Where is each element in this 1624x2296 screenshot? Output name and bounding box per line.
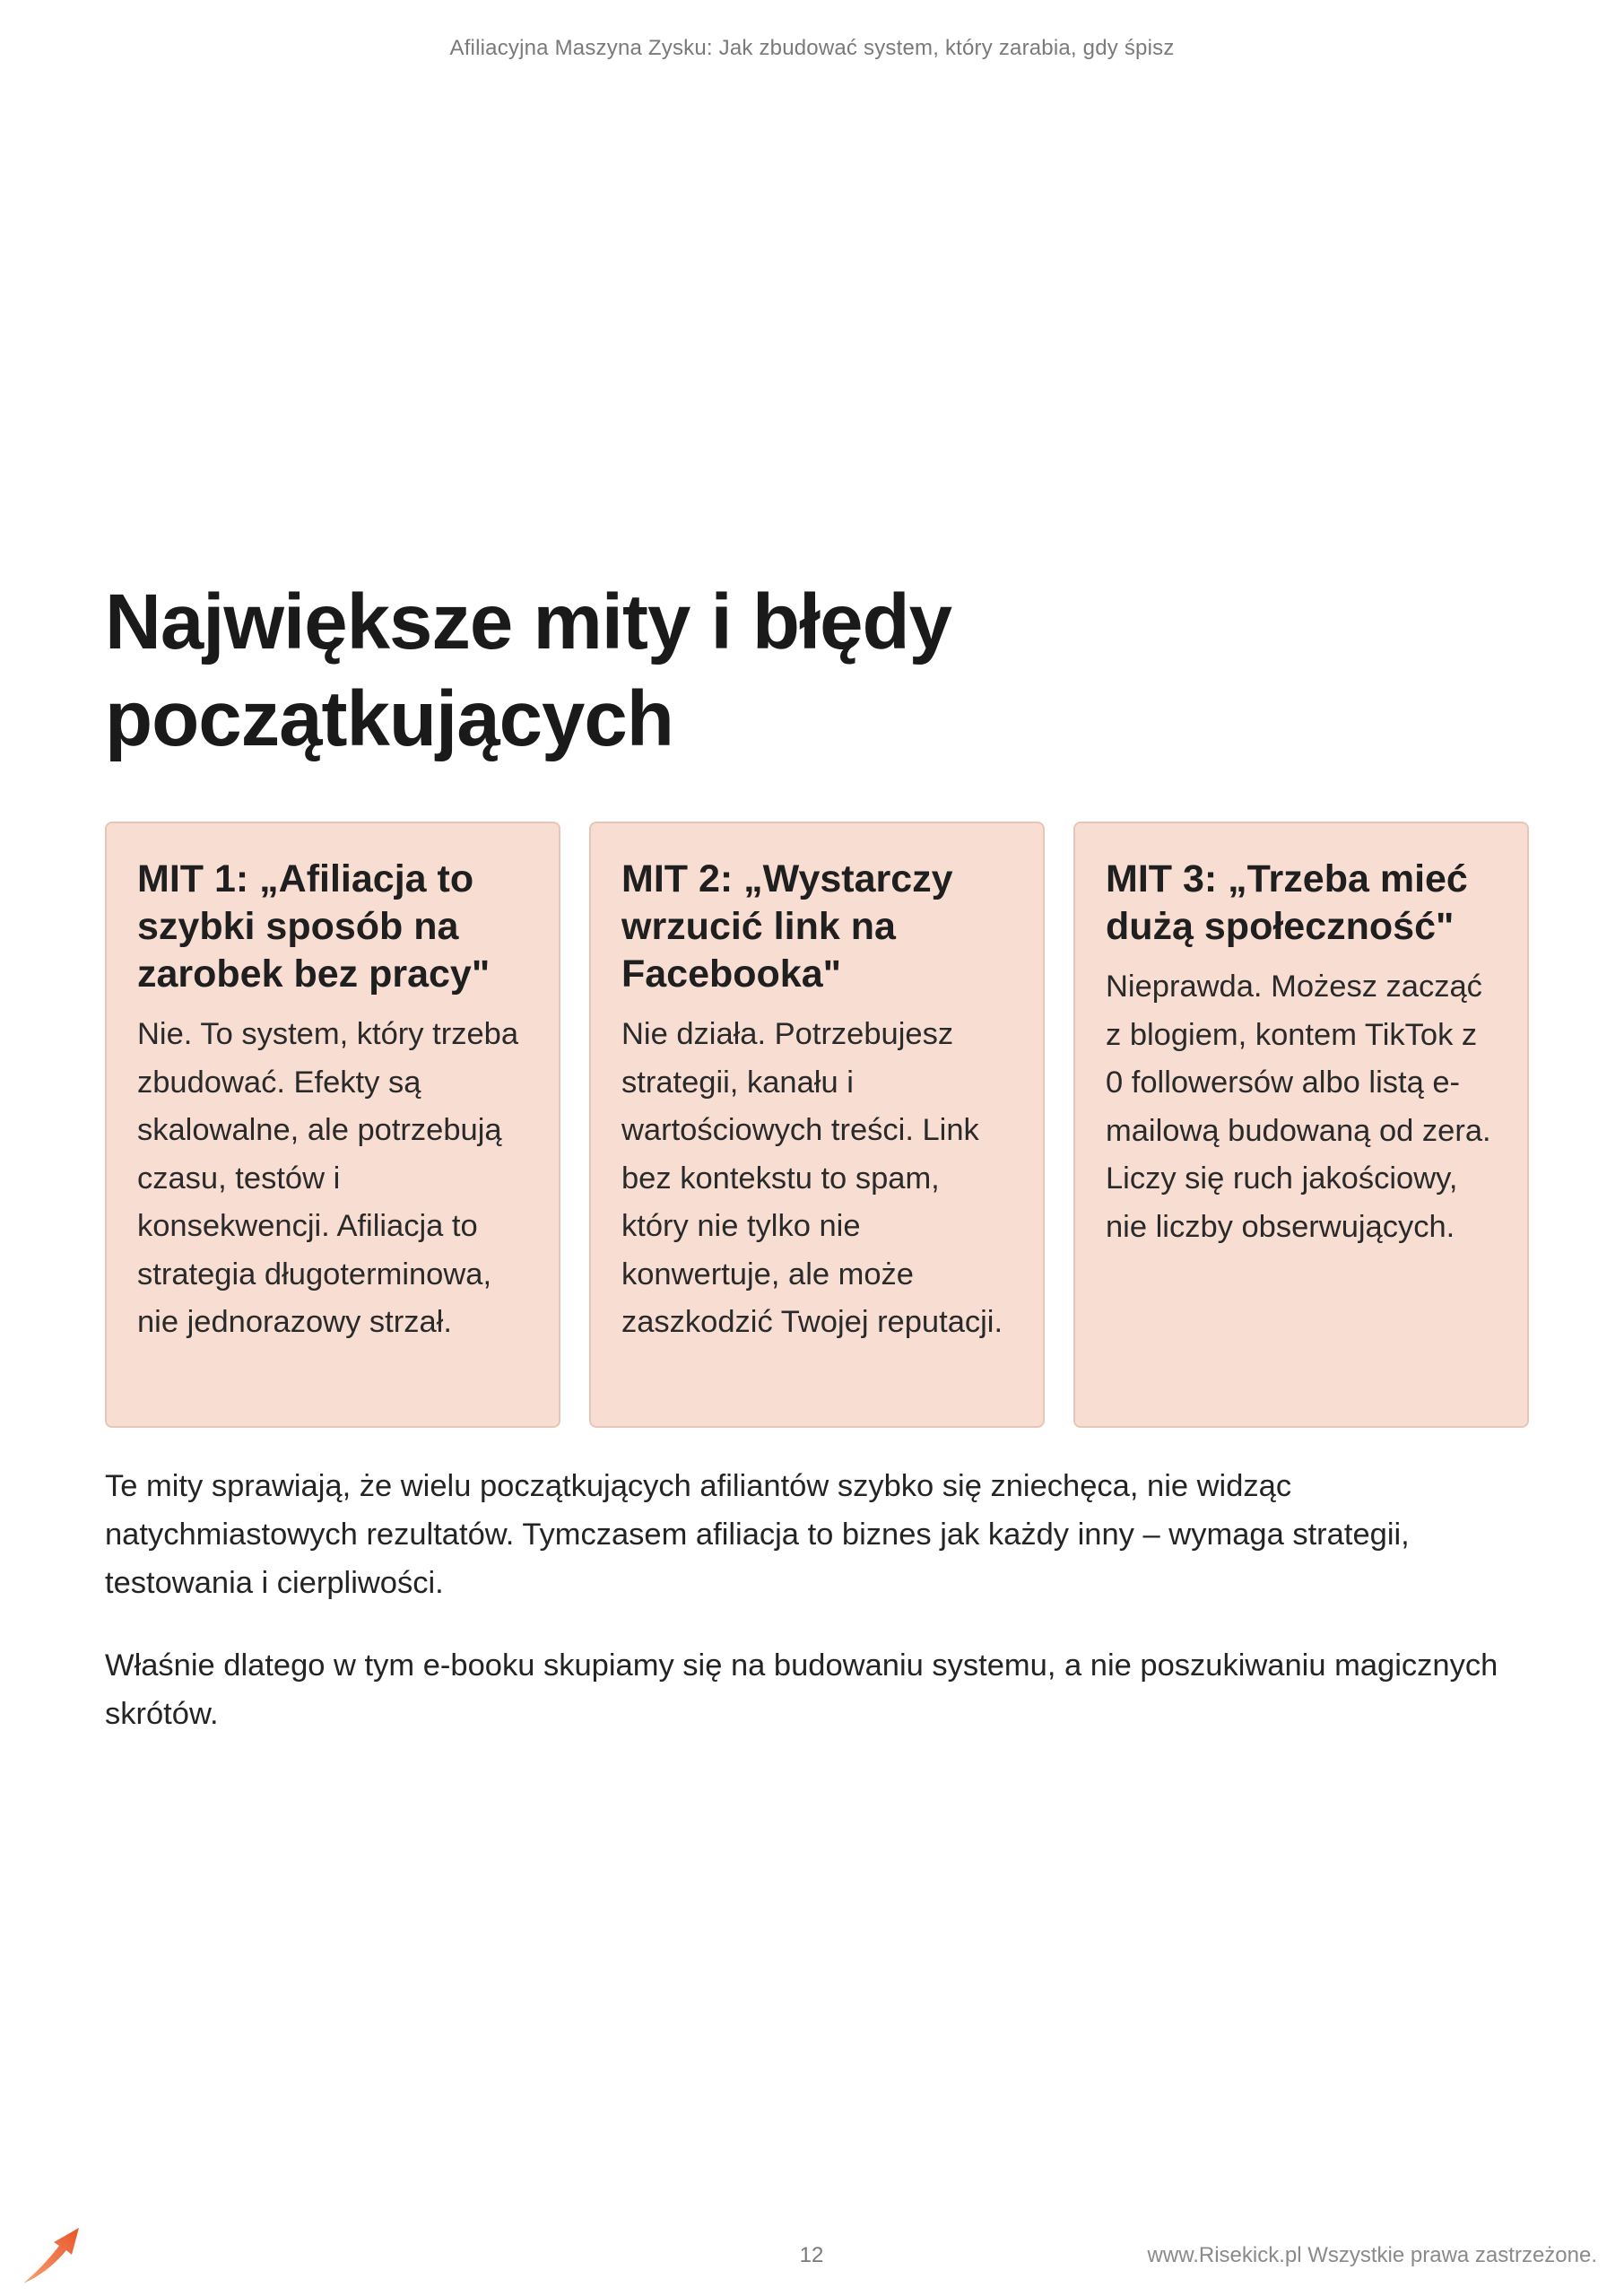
- myth-card-1: [105, 822, 560, 1428]
- footer-copyright: www.Risekick.pl Wszystkie prawa zastrzeżone.: [1147, 2243, 1597, 2267]
- myth-card-body: Nieprawda. Możesz zacząć z blogiem, kontem TikTok z 0 followersów albo listą e-mailową budowaną od zera. Liczy się ruch jakościowy, nie liczby obserwujących.: [1106, 970, 1491, 1244]
- myths-cards: [105, 822, 1529, 1428]
- myth-card-2: [589, 822, 1045, 1428]
- myth-card-title: MIT 3: „Trzeba mieć dużą społeczność": [1106, 857, 1468, 948]
- running-header: Afiliacyjna Maszyna Zysku: Jak zbudować system, który zarabia, gdy śpisz: [449, 36, 1175, 60]
- arrow-up-right-icon: [20, 2222, 84, 2287]
- myth-card-title: MIT 1: „Afiliacja to szybki sposób na zarobek bez pracy": [137, 857, 491, 996]
- myth-card-body: Nie działa. Potrzebujesz strategii, kanału i wartościowych treści. Link bez kontekstu to spam, który nie tylko nie konwertuje, ale może zaszkodzić Twojej reputacji.: [621, 1017, 1003, 1339]
- page-number: 12: [799, 2243, 824, 2267]
- myth-card-body: Nie. To system, który trzeba zbudować. Efekty są skalowalne, ale potrzebują czasu, testów i konsekwencji. Afiliacja to strategia długoterminowa, nie jednorazowy strzał.: [137, 1017, 519, 1339]
- body-paragraph-1: Te mity sprawiają, że wielu początkujących afiliantów szybko się zniechęca, nie widząc natychmiastowych rezultatów. Tymczasem afiliacja to biznes jak każdy inny – wymaga strategii, testowania i cierpliwości.: [105, 1469, 1410, 1600]
- myth-card-3: [1073, 822, 1529, 1428]
- myth-card-title: MIT 2: „Wystarczy wrzucić link na Facebooka": [621, 857, 953, 996]
- page-title: Największe mity i błędy początkujących: [105, 578, 952, 762]
- body-paragraph-2: Właśnie dlatego w tym e-booku skupiamy się na budowaniu systemu, a nie poszukiwaniu magicznych skrótów.: [105, 1648, 1498, 1731]
